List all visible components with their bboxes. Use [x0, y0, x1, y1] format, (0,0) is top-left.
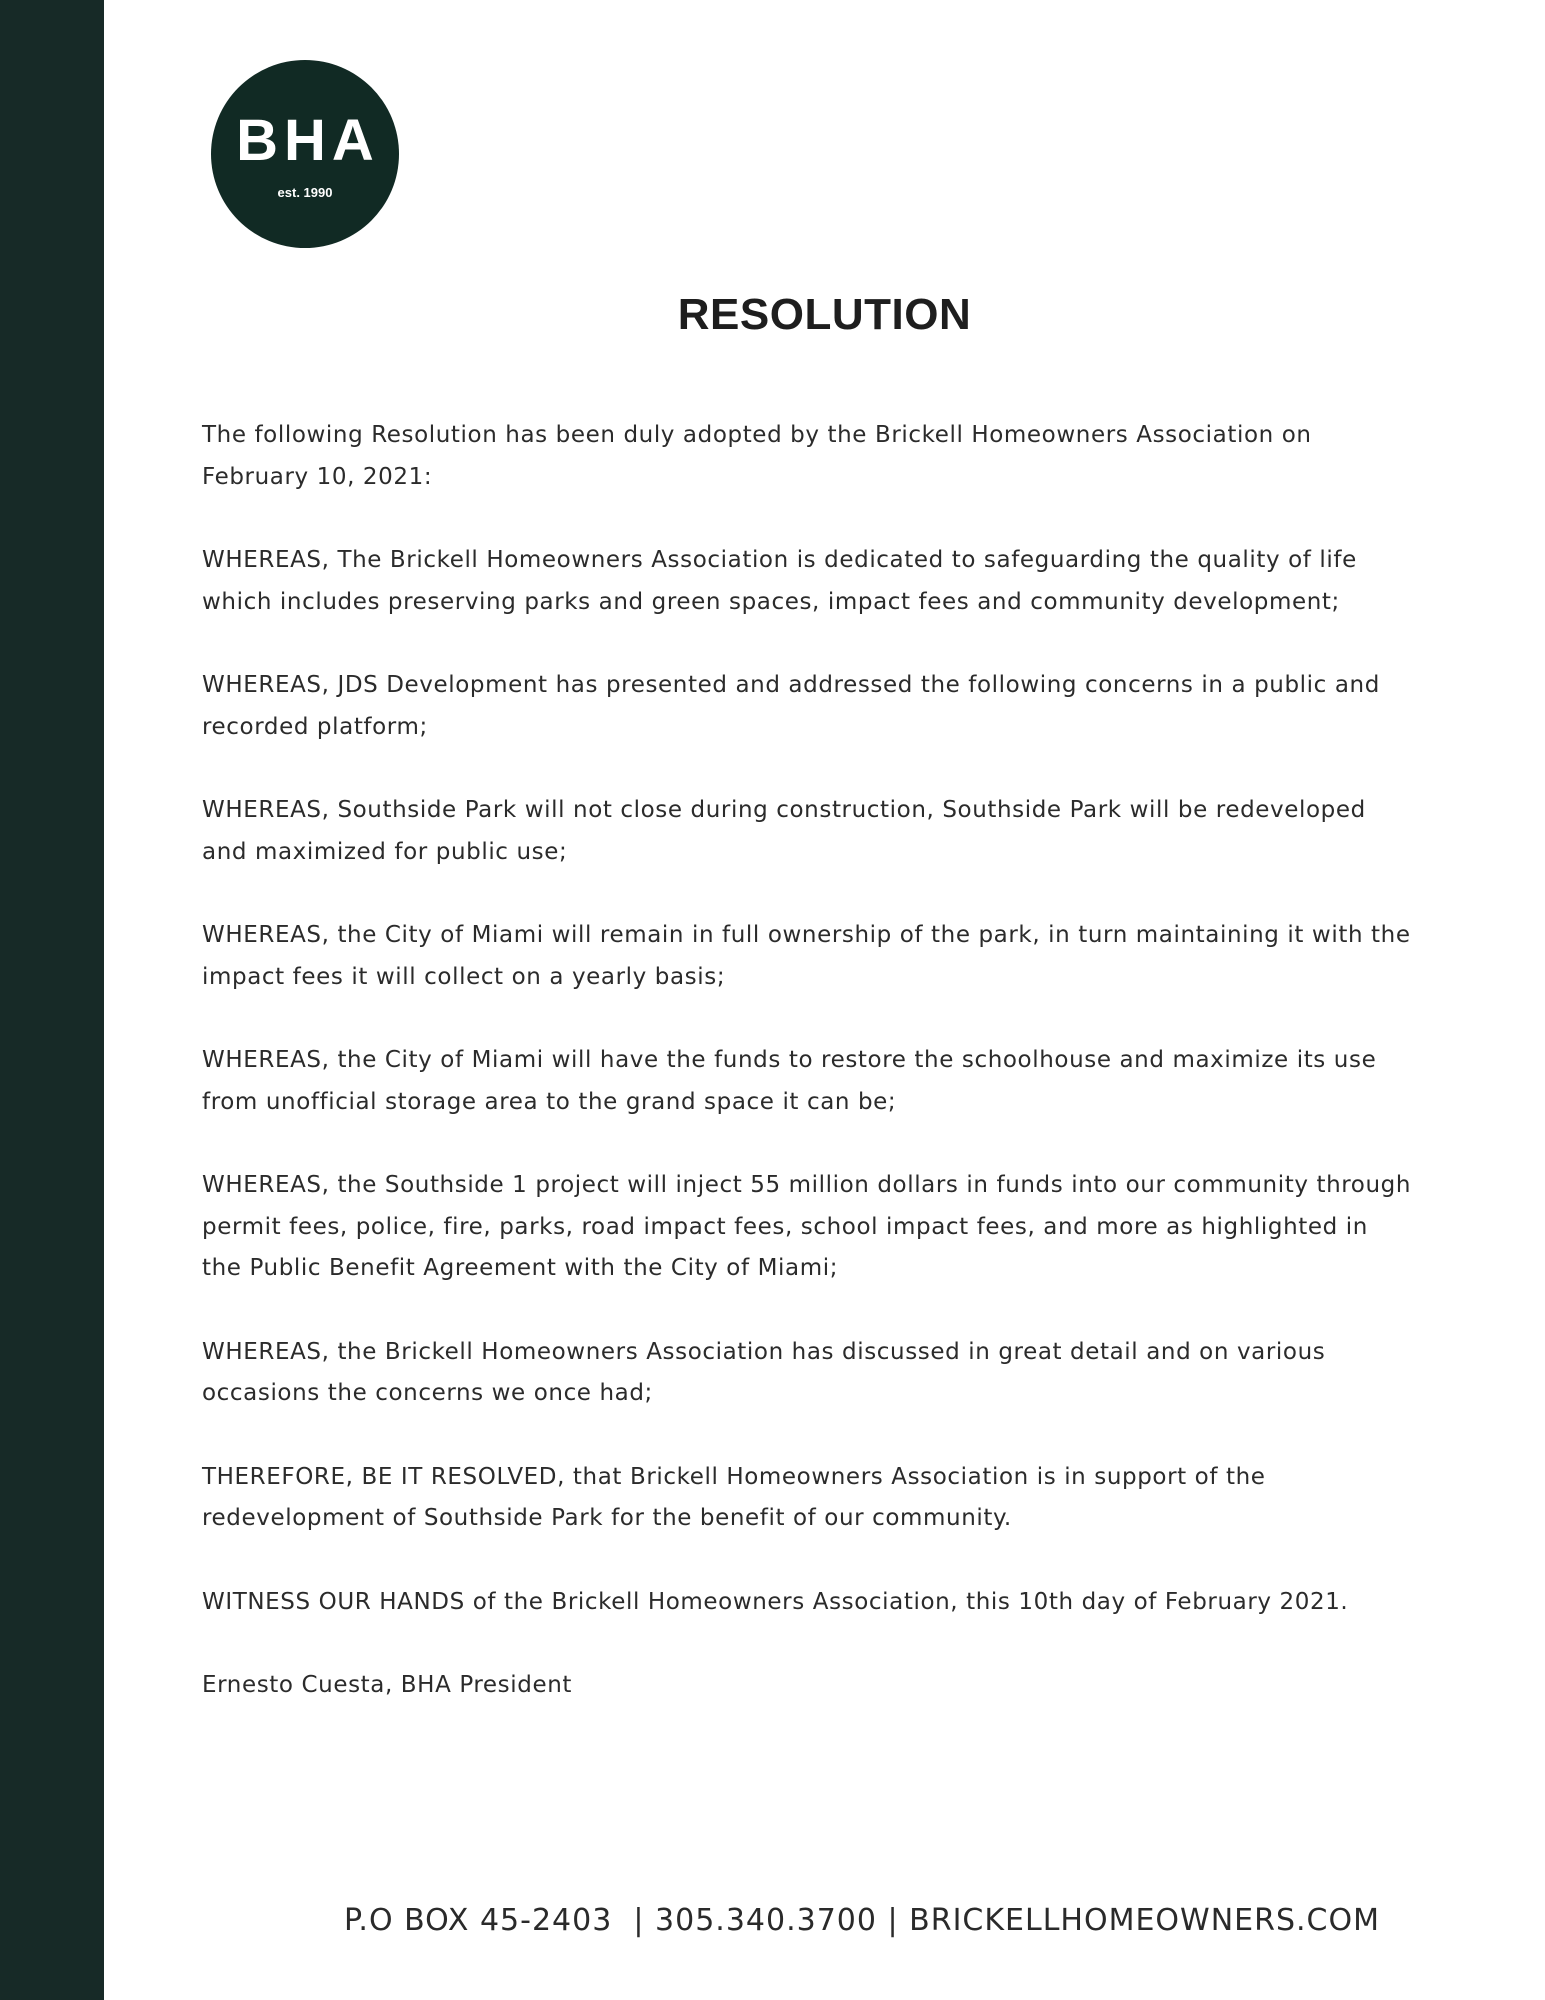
signatory: Ernesto Cuesta, BHA President	[202, 1672, 573, 1698]
logo-established: est. 1990	[277, 185, 333, 200]
witness-paragraph: WITNESS OUR HANDS of the Brickell Homeowners Association, this 10th day of February 2021.	[202, 1588, 1349, 1615]
whereas-paragraph: WHEREAS, the City of Miami will remain in full ownership of the park, in turn maintaining it with the impact fees it will collect on a yearly basis;	[202, 922, 1411, 990]
bha-logo	[211, 60, 399, 248]
whereas-paragraph: WHEREAS, JDS Development has presented and addressed the following concerns in a public and recorded platform;	[202, 672, 1380, 740]
whereas-paragraph: WHEREAS, The Brickell Homeowners Association is dedicated to safeguarding the quality of life which includes preserving parks and green spaces, impact fees and community development;	[202, 547, 1357, 615]
resolution-body	[202, 415, 1412, 1749]
logo-letters: BHA	[236, 108, 380, 173]
footer-contact: P.O BOX 45-2403 | 305.340.3700 | BRICKELLHOMEOWNERS.COM	[344, 1903, 1380, 1938]
resolved-paragraph: THEREFORE, BE IT RESOLVED, that Brickell Homeowners Association is in support of the redevelopment of Southside Park for the benefit of our community.	[202, 1463, 1266, 1531]
whereas-paragraph: WHEREAS, the Southside 1 project will inject 55 million dollars in funds into our community through permit fees, police, fire, parks, road impact fees, school impact fees, and more as highlighted in the Public Benefit Agreement with the City of Miami;	[202, 1172, 1412, 1281]
whereas-paragraph: WHEREAS, the Brickell Homeowners Association has discussed in great detail and on various occasions the concerns we once had;	[202, 1338, 1326, 1406]
intro-paragraph: The following Resolution has been duly adopted by the Brickell Homeowners Association on February 10, 2021:	[202, 422, 1312, 490]
whereas-paragraph: WHEREAS, the City of Miami will have the funds to restore the schoolhouse and maximize its use from unofficial storage area to the grand space it can be;	[202, 1047, 1377, 1115]
sidebar-accent-bar	[0, 0, 104, 2000]
document-title: RESOLUTION	[677, 290, 972, 339]
whereas-paragraph: WHEREAS, Southside Park will not close during construction, Southside Park will be redeveloped and maximized for public use;	[202, 797, 1366, 865]
